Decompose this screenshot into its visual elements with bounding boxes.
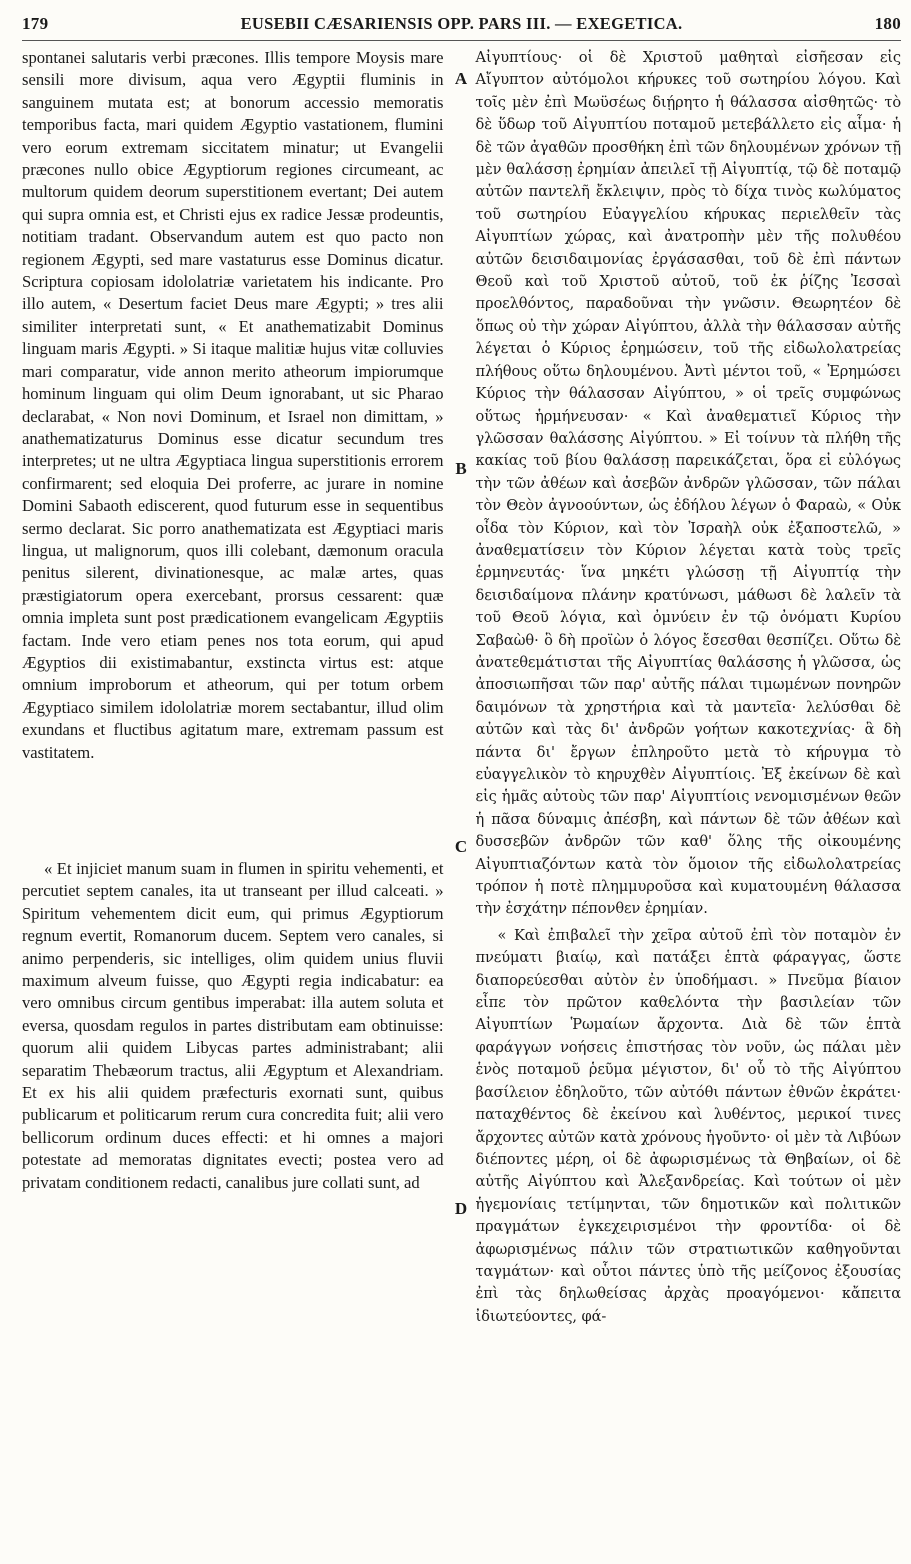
section-marker-a: A bbox=[454, 69, 468, 88]
section-marker-b: B bbox=[455, 459, 467, 478]
greek-column bbox=[476, 47, 901, 1328]
latin-column bbox=[22, 47, 444, 1328]
page-number-right: 180 bbox=[874, 14, 901, 33]
latin-paragraph-1: spontanei salutaris verbi præcones. Illis tempore Moysis mare sensili more divisum, aqua vero Ægyptii fluminis in sanguinem mutata est; at bonorum accessio memoratis temporibus facta, mari quidem Ægyptio vastationem, flumini vero eorum extremam siccitatem minatur; ut Evangelii præcones nullo obice Ægyptiorum regiones circumeant, ac multorum quidem deorum superstitionem evertant; Dei autem qui supra omnia est, et Christi ejus ex radice Jessæ prodeuntis, notitiam tradant. Observandum autem est quo pacto non regionem Ægypti, sed mare vastaturus esse Dominus dicatur. Scriptura copiosam idololatriæ varietatem his indicante. Pro illo autem, « Desertum faciet Deus mare Ægypti; » tres alii similiter interpretati sunt, « Et anathematizabit Dominus linguam maris Ægypti. » Si itaque malitiæ hujus vitæ colluvies mari comparatur, vide annon merito atheorum impiorumque hominum linguam qui olim Deum ignorabant, ut sic Pharao declarabat, « Non novi Dominum, et Israel non dimittam, » anathematizaturus Dominus esse dicatur secundum tres interpretes; ut ne ultra Ægyptiaca lingua superstitionis errorem confirmarent; sed eloquia Dei proferre, ac jurare in nomine Domini Sabaoth ediscerent, quod futurum esse in sequentibus sermo declarat. Sic porro anathematizata est Ægyptiaci maris lingua, ut malignorum, quos illi colebant, dæmonum oracula penitus silerent, divinationesque, ac malæ artes, quas præstigiatorum opera exercebant, prorsus cessarent: quæ omnia impleta sunt post prædicationem evangelicam Ægyptiis factam. Inde vero etiam penes nos tota eorum, qui apud Ægyptios dii existimabantur, exstincta virtus est: atque omnium improborum et atheorum, qui per totum orbem Ægyptiaco similem idololatriæ morem sectabantur, illud olim exundans et fluctibus agitatum mare, extremam passum est vastitatem. bbox=[22, 48, 444, 762]
section-marker-c: C bbox=[454, 837, 468, 856]
greek-paragraph-2: « Καὶ ἐπιβαλεῖ τὴν χεῖρα αὐτοῦ ἐπὶ τὸν ποταμὸν ἐν πνεύματι βιαίῳ, καὶ πατάξει ἑπτὰ φάραγγας, ὥστε διαπορεύεσθαι αὐτὸν ἐν ὑποδήμασι. » Πνεῦμα βίαιον εἶπε τὸν πρῶτον καθελόντα τὴν βασιλείαν τῶν Αἰγυπτίων Ῥωμαίων ἄρχοντα. Διὰ δὲ τῶν ἑπτὰ φαράγγων νοήσεις ἐπιστήσας τὸν νοῦν, ὡς πάλαι μὲν ἑνὸς ποταμοῦ ῥεῦμα μέγιστον, δι' οὗ τὸ τῆς Αἰγύπτου βασίλειον ἐδηλοῦτο, τῶν αὐτόθι πάντων ἐθνῶν ἐκράτει· παταχθέντος δὲ ἐκείνου καὶ λυθέντος, μερικοί τινες ἄρχοντες αὐτῶν κατὰ χρόνους ἡγοῦντο· οἱ μὲν τὰ Λιβύων διέποντες μέρη, οἱ δὲ ἀφωρισμένως τὰ Θηβαίων, οἱ δὲ αὐτῆς Αἰγύπτου καὶ Ἀλεξανδρείας. Καὶ τούτων οἱ μὲν ἡγεμονίαις τετίμηνται, τῶν δημοτικῶν καὶ πολιτικῶν πραγμάτων ἐγκεχειρισμένοι τὴν φροντίδα· οἱ δὲ ἀφωρισμένως πάλιν τῶν στρατιωτικῶν καθηγοῦνται ταγμάτων· καὶ οὗτοι πάντες ὑπὸ τῆς μείζονος ἐξουσίας ἐπὶ τὰς δηλωθείσας ἀρχὰς προαγόμενοι· κἄπειτα ἰδιωτεύοντες, φά- bbox=[475, 926, 901, 1325]
section-marker-d: D bbox=[454, 1199, 468, 1218]
running-title: EUSEBII CÆSARIENSIS OPP. PARS III. — EXEGETICA. bbox=[240, 14, 683, 33]
greek-paragraph-1: Αἰγυπτίους· οἱ δὲ Χριστοῦ μαθηταὶ εἰσῆεσαν εἰς Αἴγυπτον αὐτόμολοι κήρυκες τοῦ σωτηρίου λόγου. Καὶ τοῖς μὲν ἐπὶ Μωϋσέως διῄρητο ἡ θάλασσα αἰσθητῶς· τὸ δὲ ὕδωρ τοῦ Αἰγυπτίου ποταμοῦ μετεβάλλετο εἰς αἷμα· ἡ δὲ τῶν ἀγαθῶν προσθήκη ἐπὶ τῶν δηλουμένων χρόνων τῇ μὲν θαλάσσῃ ἐρημίαν ἀπειλεῖ τῇ Αἰγυπτίᾳ, τῷ δὲ ποταμῷ αὐτῶν παντελῆ ἔκλειψιν, πρὸς τὸ δίχα τινὸς κωλύματος τοῦ σωτηρίου Εὐαγγελίου κήρυκας περιελθεῖν τὰς Αἰγυπτίων χώρας, καὶ ἀνατροπὴν μὲν τῆς πολυθέου αὐτῶν δεισιδαιμονίας ἐργάσασθαι, τοῦ δὲ ἐπὶ πάντων Θεοῦ καὶ τοῦ Χριστοῦ αὐτοῦ, τοῦ ἐκ ῥίζης Ἰεσσαὶ προελθόντος, παραδοῦναι τὴν γνῶσιν. Θεωρητέον δὲ ὅπως οὐ τὴν χώραν Αἰγύπτου, ἀλλὰ τὴν θάλασσαν αὐτῆς λέγεται ὁ Κύριος ἐρημώσειν, τοῦ τῆς εἰδωλολατρείας πλήθους οὕτω δηλουμένου. Ἀντὶ μέντοι τοῦ, « Ἐρημώσει Κύριος τὴν θάλασσαν Αἰγύπτου, » οἱ τρεῖς συμφώνως οὕτως ἡρμήνευσαν· « Καὶ ἀναθεματιεῖ Κύριος τὴν γλῶσσαν θαλάσσης Αἰγύπτου. » Εἰ τοίνυν τὰ πλήθη τῆς κακίας τοῦ βίου θαλάσσῃ παρεικάζεται, ὅρα εἰ εὐλόγως τὴν τῶν ἀθέων καὶ ἀσεβῶν ἀνδρῶν γλῶσσαν, τῶν πάλαι τὸν Θεὸν ἀγνοούντων, ὡς ἐδήλου λέγων ὁ Φαραὼ, « Οὐκ οἶδα τὸν Κύριον, καὶ τὸν Ἰσραὴλ οὐκ ἐξαποστελῶ, » ἀναθεματίσειν τὸν Κύριον λέγεται κατὰ τοὺς τρεῖς ἑρμηνευτάς· ἵνα μηκέτι γλώσσῃ τῇ Αἰγυπτίᾳ τὴν δεισιδαίμονα πλάνην κρατύνωσι, μάθωσι δὲ λαλεῖν τὰ τοῦ Θεοῦ λόγια, καὶ ὀμνύειν ἐν τῷ ὀνόματι Κυρίου Σαβαὼθ· ὃ δὴ προϊὼν ὁ λόγος ἔσεσθαι θεσπίζει. Οὕτω δὲ ἀνατεθεμάτισται τῆς Αἰγυπτίας θαλάσσης ἡ γλῶσσα, ὡς ἀποσιωπῆσαι τῶν παρ' αὐτῆς πάλαι τιμωμένων πονηρῶν δαιμόνων τὰ χρηστήρια καὶ τὰ μαντεῖα· λελύσθαι δὲ αὐτῶν καὶ τὰς δι' ἀνδρῶν γοήτων κακοτεχνίας· ἃ δὴ πάντα δι' ἔργων ἐπληροῦτο μετὰ τὸ κήρυγμα τὸ εὐαγγελικὸν τὸ κηρυχθὲν Αἰγυπτίοις. Ἐξ ἐκείνων δὲ καὶ εἰς ἡμᾶς αὐτοὺς τῶν παρ' Αἰγυπτίοις νενομισμένων θεῶν ἡ πᾶσα δύναμις ἀπέσβη, καὶ πάντων δὲ τῶν ἀθέων καὶ δυσσεβῶν ἀνδρῶν τῶν καθ' ὅλης τῆς οἰκουμένης Αἰγυπτιαζόντων κατὰ τὸν ὅμοιον τῆς εἰδωλολατρείας τρόπον ἡ ποτὲ πλημμυροῦσα καὶ κυματουμένη θάλασσα τὴν ἐσχάτην πέπονθεν ἐρημίαν. bbox=[475, 49, 901, 918]
latin-paragraph-2: « Et injiciet manum suam in flumen in spiritu vehementi, et percutiet septem canales, ita ut transeant per illud calceati. » Spiritum vehementem dicit eum, qui primus Ægyptiorum regnum evertit, Romanorum ducem. Septem vero canales, si animo perpenderis, sic intelliges, olim quidem unius fluvii maximum alveum fuisse, quo Ægypti regia indicabatur: ea vero omnibus circum gentibus imperabat: illa autem soluta et eversa, quosdam regulos in partes distributam eam obtinuisse: quorum alii quidem Libycas partes administrabant; alii separatim Thebæorum tractus, alii Ægyptum et Alexandriam. Et ex his alii quidem præfecturis exornati sunt, quibus publicarum et politicarum rerum cura concredita fuit; alii vero bellicorum ordinum duces effecti: et hi omnes a majori potestate ad memoratas dignitates evecti; postea vero ad privatam conditionem redacti, canalibus jure collati sunt, ad bbox=[22, 859, 444, 1192]
page-number-left: 179 bbox=[22, 14, 49, 33]
two-column-body bbox=[22, 47, 901, 1328]
running-header bbox=[22, 14, 901, 41]
